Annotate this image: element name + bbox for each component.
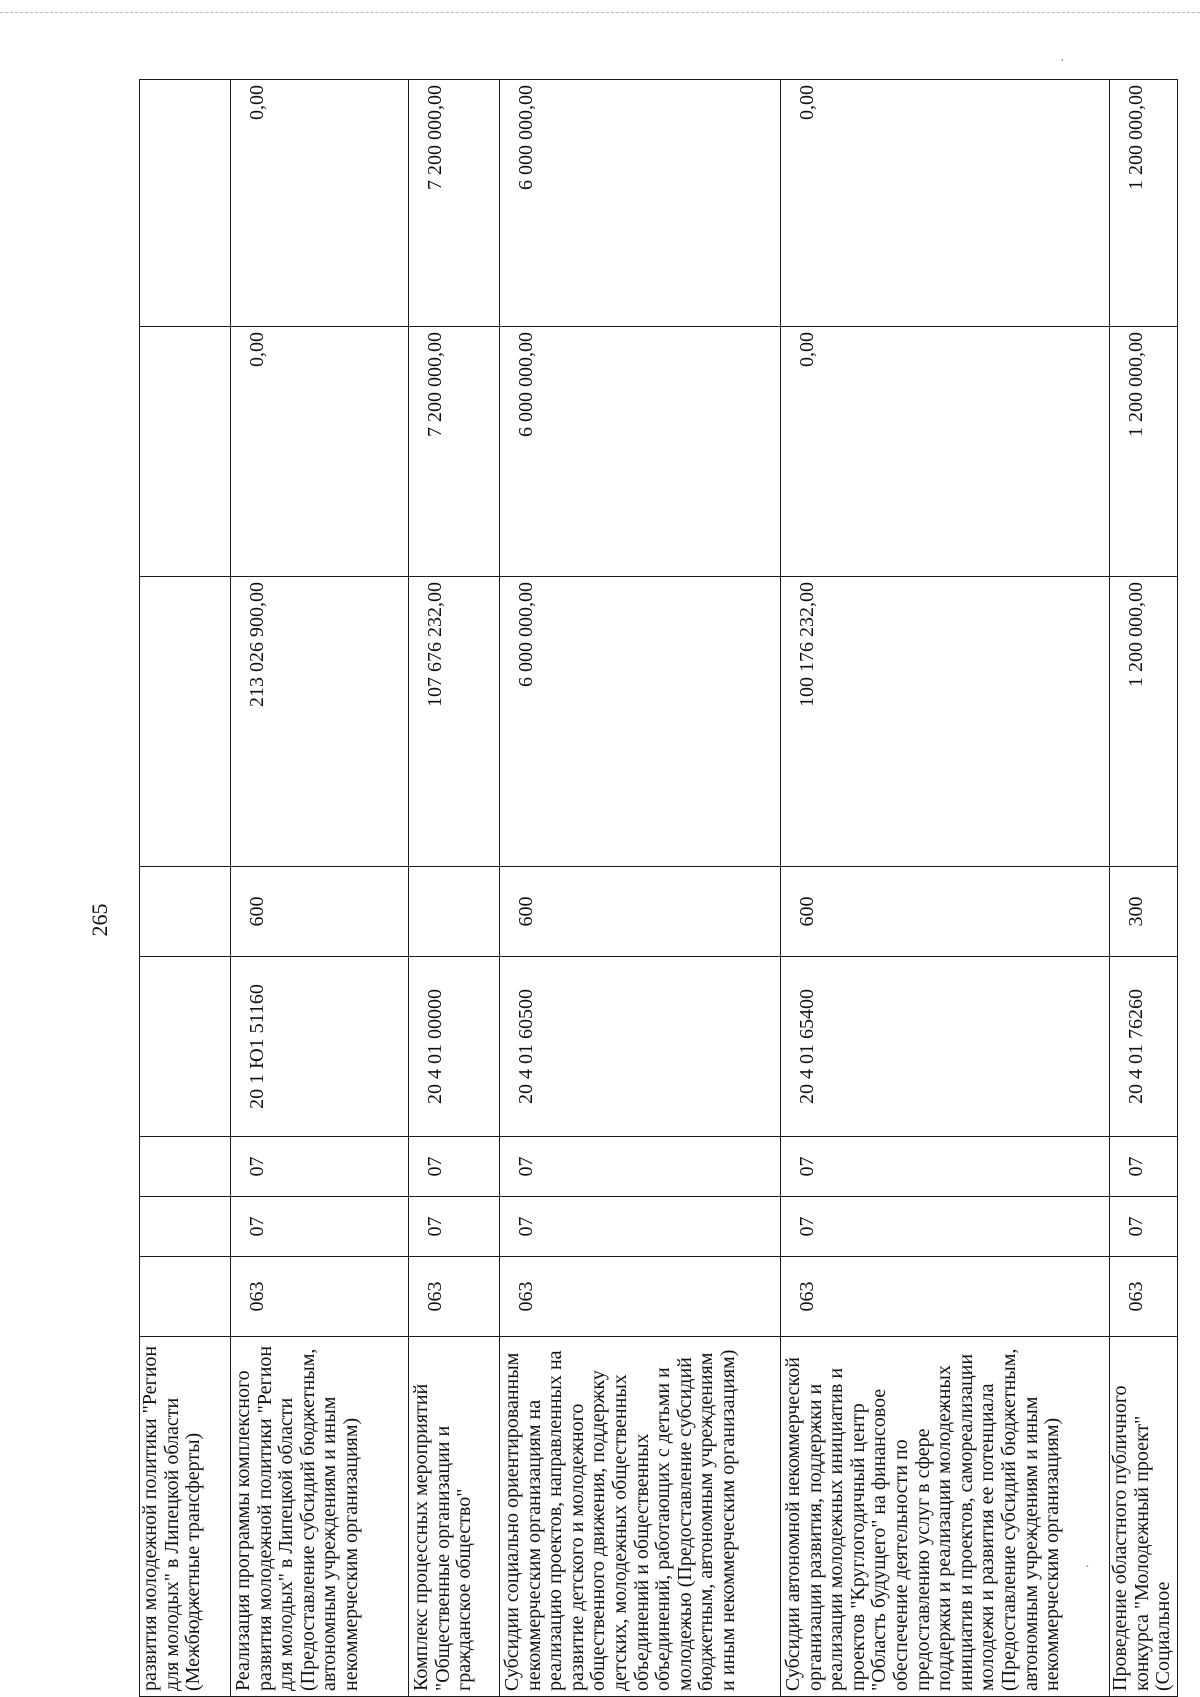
- expense-type: 600: [781, 867, 1110, 957]
- page-number: 265: [87, 903, 112, 937]
- scan-speck: ·: [1060, 54, 1065, 69]
- section-code: 07: [231, 1197, 409, 1257]
- sum-total: 107 676 232,00: [409, 577, 500, 867]
- subsection-code: 07: [500, 1137, 781, 1197]
- scan-speck: ·: [1085, 1560, 1090, 1575]
- row-name: развития молодежной политики "Регион для молодых" в Липецкой области (Межбюджетные трансферты): [140, 1337, 231, 1697]
- row-name: Реализация программы комплексного развития молодежной политики "Регион для молодых" в Липецкой области (Предоставление субсидий бюджетным, автономным учреждениям и иным некоммерческим организациям): [231, 1337, 409, 1697]
- target-article: 20 4 01 60500: [500, 957, 781, 1137]
- sum-year-1: 1 200 000,00: [1110, 327, 1178, 577]
- section-code: [140, 1197, 231, 1257]
- subsection-code: [140, 1137, 231, 1197]
- sum-year-1: 0,00: [231, 327, 409, 577]
- sum-year-1: 6 000 000,00: [500, 327, 781, 577]
- ministry-code: 063: [1110, 1257, 1178, 1337]
- table-row: [1110, 80, 1178, 1697]
- sum-total: [140, 577, 231, 867]
- expense-type: 600: [231, 867, 409, 957]
- row-name: Комплекс процессных мероприятий "Общественные организации и гражданское общество": [409, 1337, 500, 1697]
- sum-year-2: 1 200 000,00: [1110, 80, 1178, 327]
- sum-year-1: 0,00: [781, 327, 1110, 577]
- target-article: 20 1 Ю1 51160: [231, 957, 409, 1137]
- expense-type: [140, 867, 231, 957]
- subsection-code: 07: [231, 1137, 409, 1197]
- expense-type: 600: [500, 867, 781, 957]
- sum-year-2: 6 000 000,00: [500, 80, 781, 327]
- section-code: 07: [409, 1197, 500, 1257]
- table-row: [781, 80, 1110, 1697]
- target-article: 20 4 01 00000: [409, 957, 500, 1137]
- sum-year-2: 0,00: [781, 80, 1110, 327]
- budget-table-rotated: [139, 80, 1175, 1697]
- subsection-code: 07: [1110, 1137, 1178, 1197]
- table-row: [140, 80, 231, 1697]
- ministry-code: 063: [231, 1257, 409, 1337]
- ministry-code: [140, 1257, 231, 1337]
- target-article: [140, 957, 231, 1137]
- target-article: 20 4 01 65400: [781, 957, 1110, 1137]
- target-article: 20 4 01 76260: [1110, 957, 1178, 1137]
- sum-year-2: [140, 80, 231, 327]
- section-code: 07: [500, 1197, 781, 1257]
- subsection-code: 07: [409, 1137, 500, 1197]
- ministry-code: 063: [500, 1257, 781, 1337]
- table-row: [231, 80, 409, 1697]
- expense-type: 300: [1110, 867, 1178, 957]
- sum-total: 213 026 900,00: [231, 577, 409, 867]
- table-row: [500, 80, 781, 1697]
- sum-year-2: 0,00: [231, 80, 409, 327]
- sum-year-1: 7 200 000,00: [409, 327, 500, 577]
- budget-table: [139, 79, 1178, 1697]
- row-name: Проведение областного публичного конкурса "Молодежный проект" (Социальное: [1110, 1337, 1178, 1697]
- section-code: 07: [1110, 1197, 1178, 1257]
- sum-total: 6 000 000,00: [500, 577, 781, 867]
- ministry-code: 063: [409, 1257, 500, 1337]
- row-name: Субсидии социально ориентированным некоммерческим организациям на реализацию проектов, направленных на развитие детского и молодежного общественного движения, поддержку детских, молодежных общественных объединений и общественных объединений, работающих с детьми и молодежью (Предоставление субсидий бюджетным, автономным учреждениям и иным некоммерческим организациям): [500, 1337, 781, 1697]
- sum-total: 100 176 232,00: [781, 577, 1110, 867]
- sum-total: 1 200 000,00: [1110, 577, 1178, 867]
- expense-type: [409, 867, 500, 957]
- scan-edge-line: [0, 12, 1200, 13]
- ministry-code: 063: [781, 1257, 1110, 1337]
- sum-year-1: [140, 327, 231, 577]
- subsection-code: 07: [781, 1137, 1110, 1197]
- table-row: [409, 80, 500, 1697]
- row-name: Субсидии автономной некоммерческой организации развития, поддержки и реализации молодежных инициатив и проектов "Круглогодичный центр "Область будущего" на финансовое обеспечение деятельности по предоставлению услуг в сфере поддержки и реализации молодежных инициатив и проектов, самореализации молодежи и развития ее потенциала (Предоставление субсидий бюджетным, автономным учреждениям и иным некоммерческим организациям): [781, 1337, 1110, 1697]
- section-code: 07: [781, 1197, 1110, 1257]
- sum-year-2: 7 200 000,00: [409, 80, 500, 327]
